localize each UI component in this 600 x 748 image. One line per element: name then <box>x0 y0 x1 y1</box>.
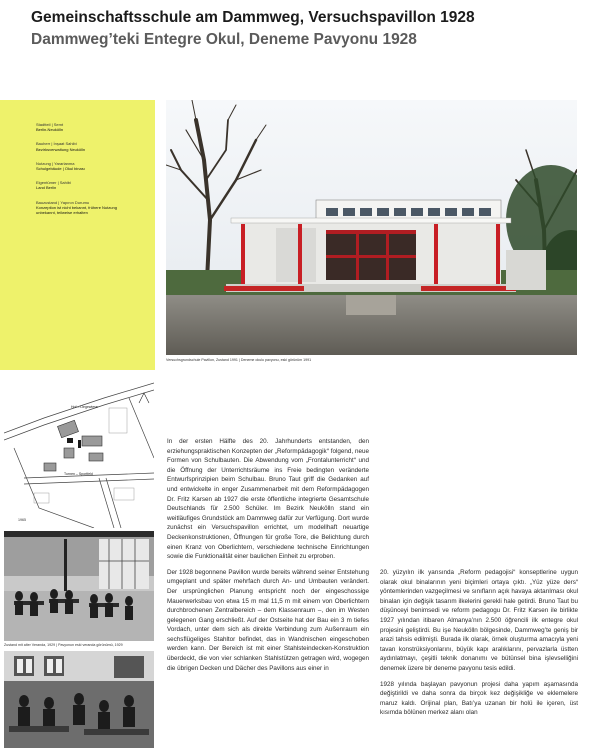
body-text-tr <box>380 568 578 724</box>
site-plan-label-yard: Hof – Liegewiese <box>71 405 98 409</box>
body-text-de <box>167 437 369 679</box>
photo-caption: Versuchsgrundschule Pavillon, Zustand 1991 | Deneme okulu pavyonu, eski görünüm 1991 <box>166 358 312 362</box>
info-builder: Bauherr | İnşaat Sahibi Bezirksverwaltung Neukölln <box>36 141 86 152</box>
paragraph-tr-2: 1928 yılında başlayan pavyonun projesi daha yapım aşamasında değiştirildi ve daha sonra da birçok kez değişikliğe ve eklemelere maruz kaldı. Orijinal plan, Batı’ya uzanan bir holü ile içeren, üst kısımda bölünen merkez alanı olan <box>380 680 578 717</box>
info-panel <box>0 100 155 370</box>
info-usage: Nutzung | Yararlanma Schulgebäude | Okul binası <box>36 160 85 172</box>
classroom-photo-1929 <box>4 531 154 641</box>
info-condition: Bauzustand | Yapının Durumu Konzeption ist nicht bekannt, frühere Nutzung unbekannt, teilweise erhalten <box>36 199 117 216</box>
site-plan-map <box>4 378 154 528</box>
paragraph-de-2: Der 1928 begonnene Pavillon wurde bereits während seiner Entstehung umgeplant und später mehrfach durch An- und Umbauten verändert. Der ursprünglichen Planung entspricht noch der eingeschossige Mauerwerksbau von etwa 15 m mal 11,5 m mit einem von Oberlichtern durchbrochenen Zentralbereich – dem Klassenraum –, den im Westen gelegenen Gang erschließt. Auf der Ostseite hat der Bau ein 3 m tiefes Vordach, unter dem sich als direkte Verbindung zum Außenraum ein sechsflügeliges Stahltor befindet, das in Wandnischen eingeschoben werden kann. Der Bereich ist mit einer Stahlsteindecken-Konstruktion überdeckt, die von vier schlanken Stahlstützen getragen wird, wogegen die übrigen Decken und Dächer des Pavillons aus einer in <box>167 568 369 672</box>
classroom-photo-interior <box>4 651 154 748</box>
paragraph-de-1: In der ersten Hälfte des 20. Jahrhunderts entstanden, den erziehungspraktischen Konzepten der „Reformpädagogik“ folgend, neue Formen von Schulbauten. Die Abwendung vom „Frontalunterricht“ und die Öffnung der Unterrichtsräume ins Freie bedingten veränderte Entwurfsprinzipien beim Schulbau. Bruno Taut griff die Gedanken auf und entwickelte in enger Zusammenarbeit mit dem Reformpädagogen Dr. Fritz Karsen ab 1927 die erste öffentliche integrierte Gesamtschule Deutschlands für 2.500 Schüler. Im Bezirk Neukölln stand ein weitläufiges Grundstück am Dammweg dafür zur Verfügung. Dort wurde zunächst ein Versuchspavillon errichtet, um modellhaft neuartige Deckenkonstruktionen, Öffnungen für große Tore, die Belichtung durch einen Kranz von Oberlichtern, verschiedene technische Einrichtungen sowie die Funktionalität einer baulichen Einheit zu erproben. <box>167 438 369 561</box>
paragraph-tr-1: 20. yüzyılın ilk yarısında „Reform pedagojisi“ konseptlerine uygun olarak okul binalarının yeni biçimleri ortaya çıktı. „Yüz yüze ders“ yöntemlerinden vazgeçilmesi ve sınıfların açık havaya aktarılması okul binaları için değişik tasarım ilkelerini gerekli hale getirdi. Bruno Taut bu düşünceyi benimsedi ve reform pedagogu Dr. Fritz Karsen ile birlikte 1927 yılından itibaren Almanya’nın 2.500 öğrencili ilk entegre okul projesini geliştirdi. Bu işe Neukölln bölgesinde, Dammweg’te geniş bir arazi tahsis edilmişti. Burada ilk olarak, örnek oluşturma amacıyla yeni tavan konstrüksiyonlarını, büyük kapı aralıklarını, pervazlarla üstten aydınlatmayı, çeşitli teknik donanımı ve bütünsel bina işlevselliğini denemek üzere bir deneme pavyonu tesis edildi. <box>380 569 578 672</box>
page-title-de: Gemeinschaftsschule am Dammweg, Versuchspavillon 1928 <box>31 9 475 26</box>
page-title-tr: Dammweg’teki Entegre Okul, Deneme Pavyonu 1928 <box>31 31 417 48</box>
classroom-caption: Zustand mit alter Veranda, 1929 | Pavyonun eski veranda görünümü, 1929 <box>4 643 123 647</box>
site-plan-label-sports: Turnen – Sportfeld <box>64 472 93 476</box>
info-owner: Eigentümer | Sahibi Land Berlin <box>36 180 71 191</box>
info-district: Stadtteil | Semt Berlin-Neukölln <box>36 122 64 133</box>
pavilion-photo <box>166 100 577 355</box>
site-plan-year: 1965 <box>18 518 26 522</box>
